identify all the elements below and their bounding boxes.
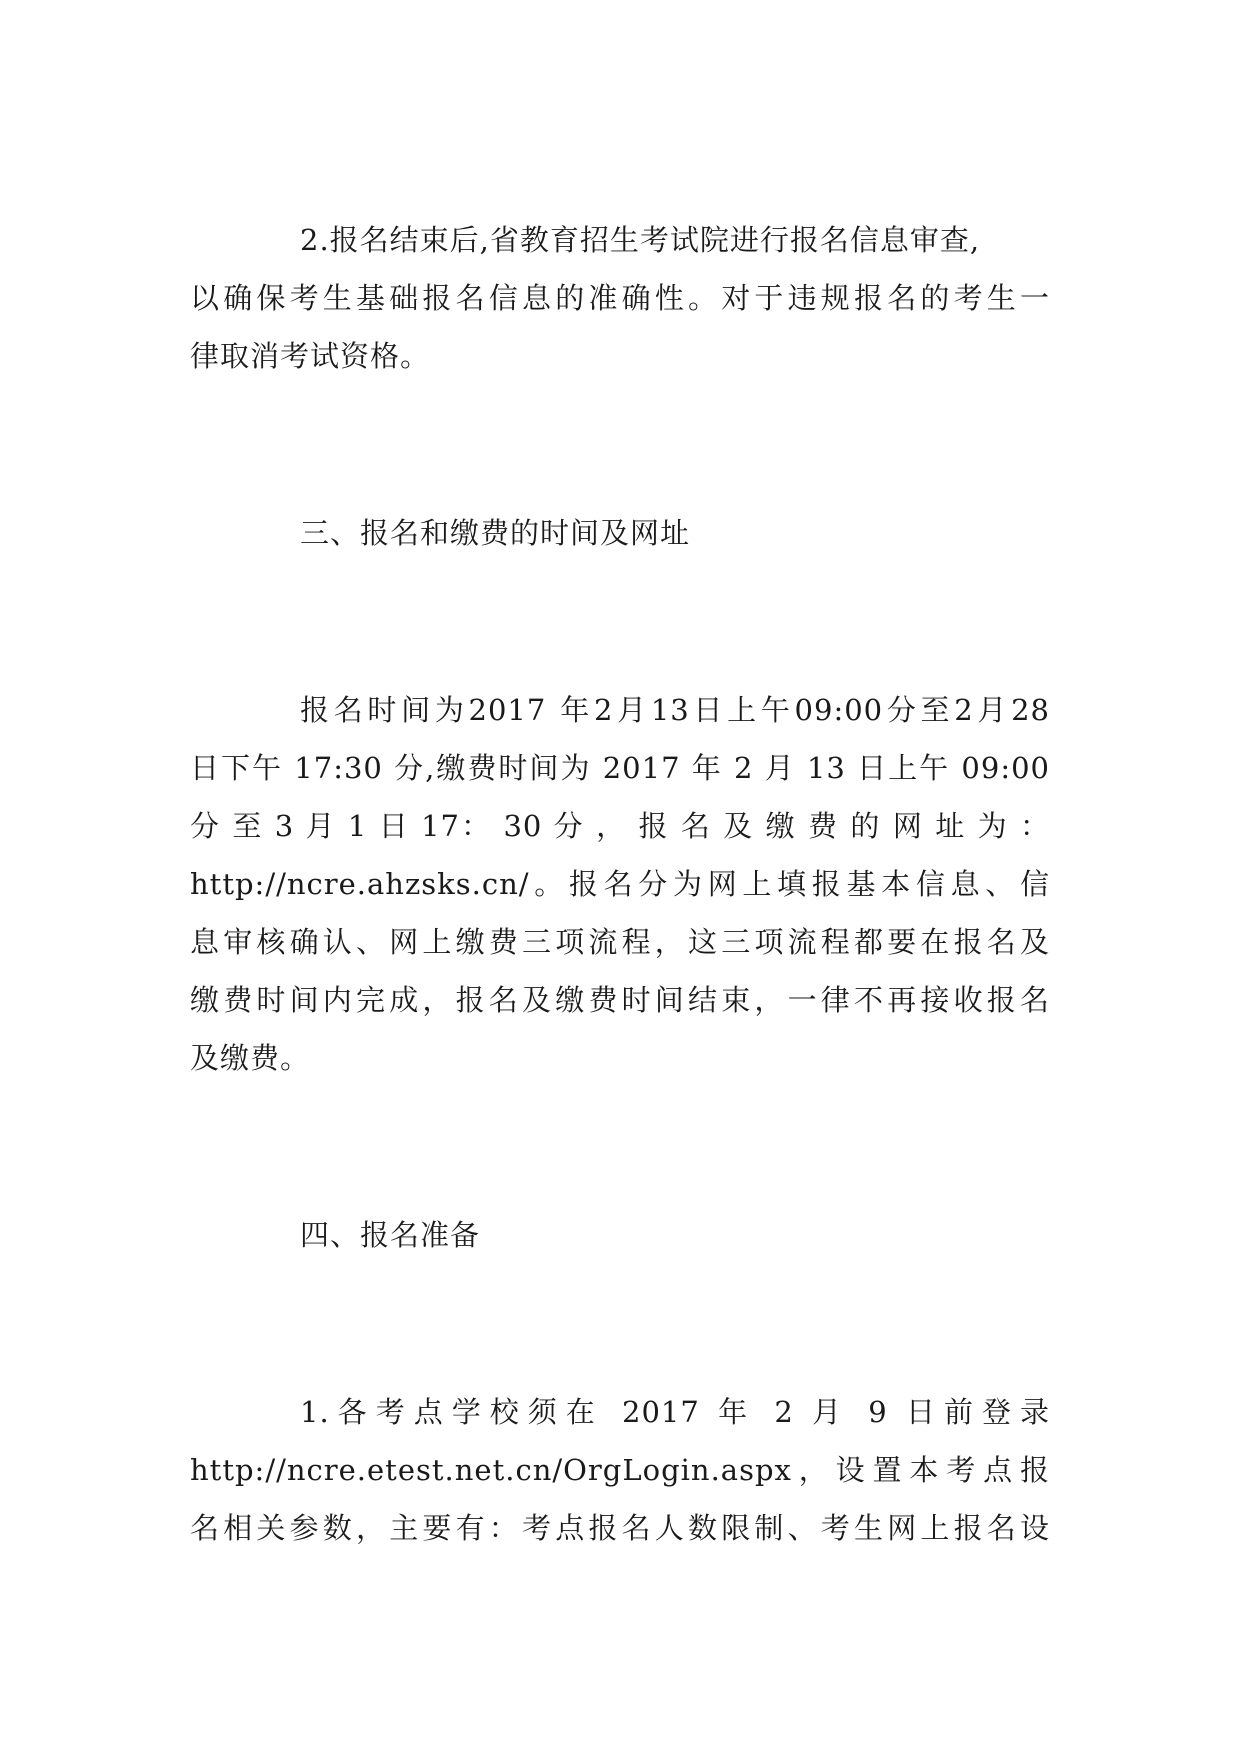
paragraph-1-line-3: 律取消考试资格。 — [190, 339, 431, 373]
section-heading-4: 四、报名准备 — [300, 1218, 481, 1252]
paragraph-2-line-3: 分 至 3 月 1 日 17： 30 分 ， 报 名 及 缴 费 的 网 址 为 ： — [190, 809, 1050, 843]
section-heading-3: 三、报名和缴费的时间及网址 — [300, 516, 691, 550]
paragraph-2-line-5: 息审核确认、网上缴费三项流程，这三项流程都要在报名及 — [190, 925, 1050, 959]
paragraph-3-line-2: http://ncre.etest.net.cn/OrgLogin.aspx，设置本考点报 — [190, 1453, 1050, 1487]
paragraph-3-line-1: 1.各考点学校须在 2017 年 2 月 9 日前登录 — [300, 1395, 1050, 1429]
paragraph-3-line-3: 名相关参数，主要有：考点报名人数限制、考生网上报名设 — [190, 1511, 1050, 1545]
paragraph-2-line-1: 报名时间为2017 年2月13日上午09:00分至2月28 — [300, 693, 1050, 727]
paragraph-2-line-2: 日下午 17:30 分,缴费时间为 2017 年 2 月 13 日上午 09:00 — [190, 751, 1050, 785]
paragraph-2-line-7: 及缴费。 — [190, 1041, 311, 1075]
paragraph-1-line-1: 2.报名结束后,省教育招生考试院进行报名信息审查, — [300, 223, 981, 257]
paragraph-2-line-6: 缴费时间内完成，报名及缴费时间结束，一律不再接收报名 — [190, 983, 1050, 1017]
paragraph-1-line-2: 以确保考生基础报名信息的准确性。对于违规报名的考生一 — [190, 281, 1050, 315]
paragraph-2-line-4: http://ncre.ahzsks.cn/。报名分为网上填报基本信息、信 — [190, 867, 1050, 901]
